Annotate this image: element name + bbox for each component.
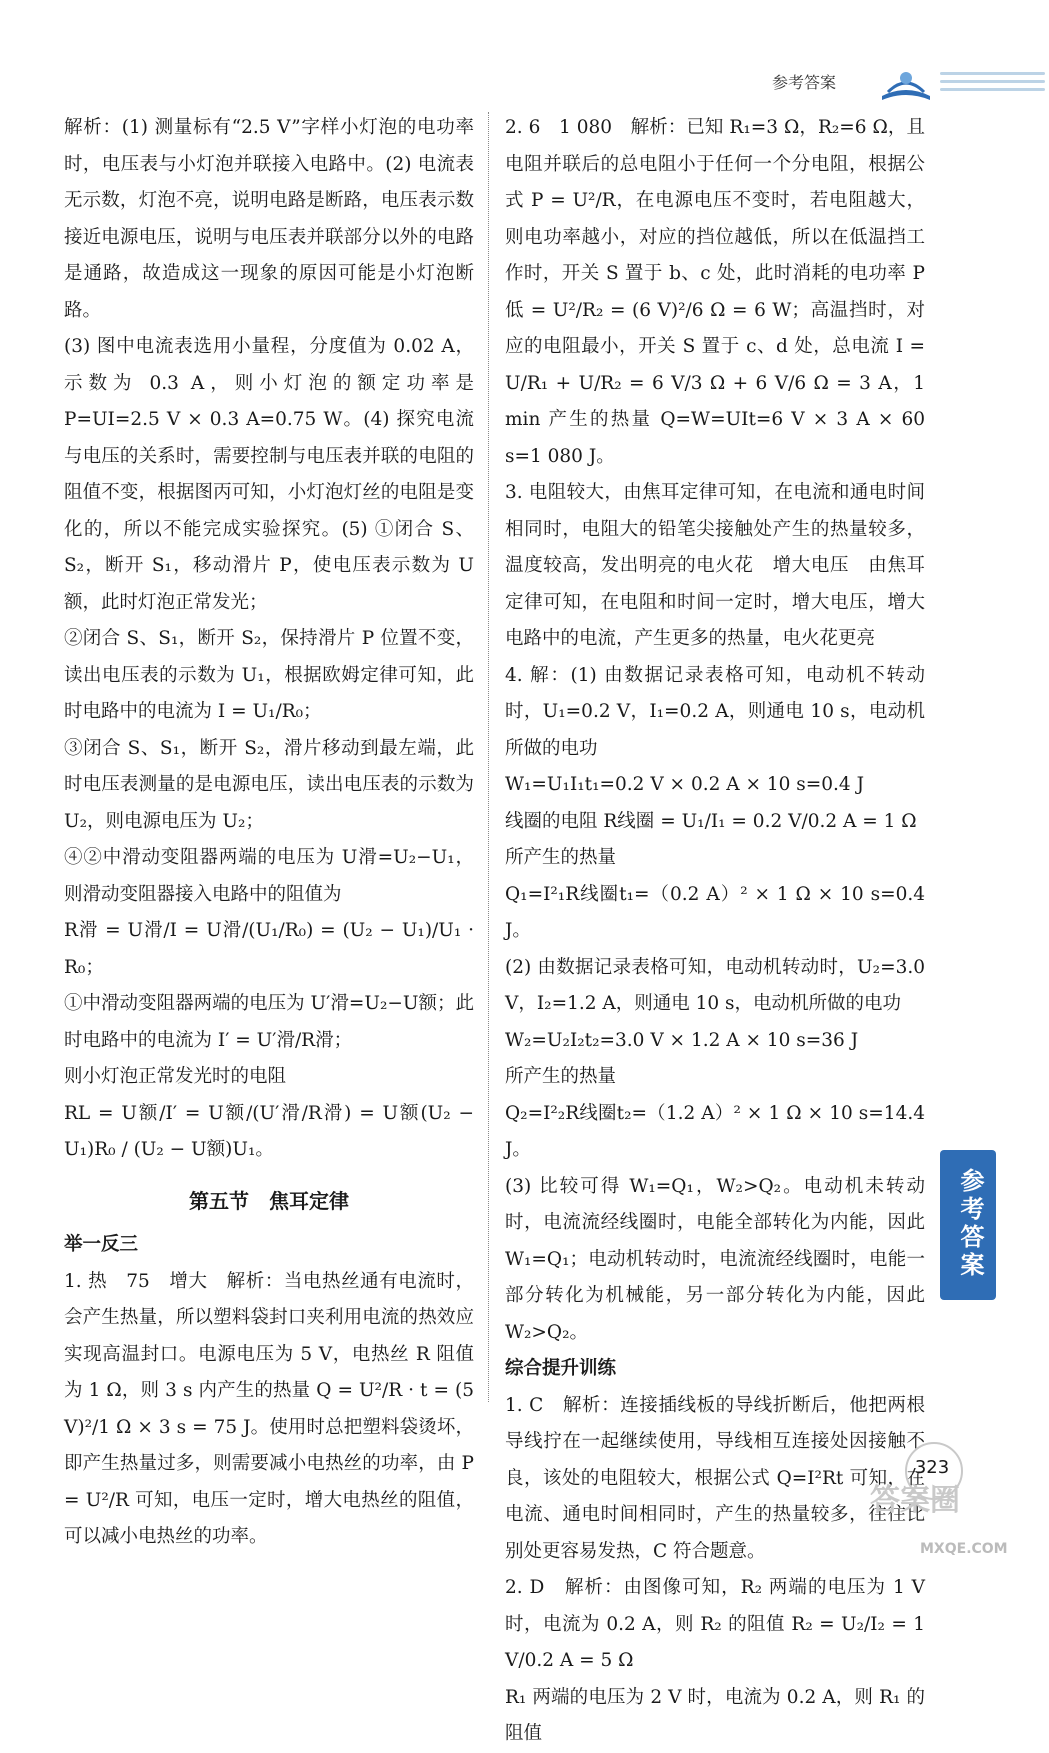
- answer-paragraph: 1. C 解析：连接插线板的导线折断后，他把两根导线拧在一起继续使用，导线相互连接处因接触不良，该处的电阻较大，根据公式 Q=I²Rt 可知，在电流、通电时间相同时，产生的热量较多，往往比别处更容易发热，C 符合题意。: [505, 1394, 925, 1562]
- answer-paragraph: ④②中滑动变阻器两端的电压为 U滑=U₂−U₁，则滑动变阻器接入电路中的阻值为: [64, 847, 474, 905]
- book-logo-icon: [878, 66, 934, 102]
- answer-paragraph: 4. 解：(1) 由数据记录表格可知，电动机不转动时，U₁=0.2 V，I₁=0.2 A，则通电 10 s，电动机所做的电功: [505, 664, 925, 759]
- watermark-text: 答案圈: [870, 1483, 960, 1518]
- right-column: [505, 110, 925, 1753]
- answer-paragraph: 2. 6 1 080 解析：已知 R₁=3 Ω，R₂=6 Ω，且电阻并联后的总电阻小于任何一个分电阻，根据公式 P = U²/R，在电源电压不变时，若电阻越大，则电功率越小，对应的挡位越低，所以在低温挡工作时，开关 S 置于 b、c 处，此时消耗的电功率 P低 = U²/R₂ = (6 V)²/6 Ω = 6 W；高温挡时，对应的电阻最小，开关 S 置于 c、d 处，总电流 I = U/R₁ + U/R₂ = 6 V/3 Ω + 6 V/6 Ω = 3 A，1 min 产生的热量 Q=W=UIt=6 V × 3 A × 60 s=1 080 J。: [505, 117, 925, 467]
- equation: W₂=U₂I₂t₂=3.0 V × 1.2 A × 10 s=36 J: [505, 1029, 859, 1051]
- answer-paragraph: (2) 由数据记录表格可知，电动机转动时，U₂=3.0 V，I₂=1.2 A，则通电 10 s，电动机所做的电功: [505, 956, 925, 1014]
- answer-paragraph: ③闭合 S、S₁，断开 S₂，滑片移动到最左端，此时电压表测量的是电源电压，读出电压表的示数为 U₂，则电源电压为 U₂；: [64, 737, 474, 832]
- subsection-title: 综合提升训练: [505, 1358, 617, 1379]
- answer-paragraph: 3. 电阻较大，由焦耳定律可知，在电流和通电时间相同时，电阻大的铅笔尖接触处产生的热量较多，温度较高，发出明亮的电火花 增大电压 由焦耳定律可知，在电阻和时间一定时，增大电压，增大电路中的电流，产生更多的热量，电火花更亮: [505, 482, 925, 649]
- left-column: [64, 110, 474, 1556]
- equation: R滑 = U滑/I = U滑/(U₁/R₀) = (U₂ − U₁)/U₁ · R₀；: [64, 920, 474, 978]
- watermark-url: MXQE.COM: [920, 1541, 1008, 1557]
- equation: W₁=U₁I₁t₁=0.2 V × 0.2 A × 10 s=0.4 J: [505, 774, 864, 795]
- answer-paragraph: 解析：(1) 测量标有“2.5 V”字样小灯泡的电功率时，电压表与小灯泡并联接入电路中。(2) 电流表无示数，灯泡不亮，说明电路是断路，电压表示数接近电源电压，说明与电压表并联部分以外的电路是通路，故造成这一现象的原因可能是小灯泡断路。: [64, 117, 474, 321]
- answer-paragraph: 则小灯泡正常发光时的电阻: [64, 1066, 287, 1087]
- answer-paragraph: 2. D 解析：由图像可知，R₂ 两端的电压为 1 V 时，电流为 0.2 A，则 R₂ 的阻值 R₂ = U₂/I₂ = 1 V/0.2 A = 5 Ω: [505, 1577, 925, 1671]
- column-divider: [488, 112, 489, 1402]
- section-title: 第五节 焦耳定律: [189, 1188, 349, 1213]
- side-tab-label: 参考答案: [956, 1168, 984, 1280]
- answer-paragraph: R₁ 两端的电压为 2 V 时，电流为 0.2 A，则 R₁ 的阻值: [505, 1686, 925, 1744]
- page-number: 323: [914, 1457, 950, 1478]
- header-title: 参考答案: [772, 73, 837, 92]
- subsection-title: 举一反三: [64, 1234, 139, 1255]
- equation: RL = U额/I′ = U额/(U′滑/R滑) = U额(U₂ − U₁)R₀ / (U₂ − U额)U₁。: [64, 1102, 474, 1160]
- equation: Q₁=I²₁R线圈t₁=（0.2 A）² × 1 Ω × 10 s=0.4 J。: [505, 883, 925, 941]
- answer-paragraph: (3) 图中电流表选用小量程，分度值为 0.02 A，示数为 0.3 A，则小灯泡的额定功率是 P=UI=2.5 V × 0.3 A=0.75 W。(4) 探究电流与电压的关系时，需要控制与电压表并联的电阻的阻值不变，根据图丙可知，小灯泡灯丝的电阻是变化的，所以不能完成实验探究。(5) ①闭合 S、S₂，断开 S₁，移动滑片 P，使电压表示数为 U额，此时灯泡正常发光；: [64, 336, 474, 613]
- watermark: [870, 1475, 1040, 1557]
- answer-paragraph: ①中滑动变阻器两端的电压为 U′滑=U₂−U额；此时电路中的电流为 I′ = U′滑/R滑；: [64, 993, 474, 1051]
- answer-paragraph: 所产生的热量: [505, 847, 617, 868]
- answer-paragraph: (3) 比较可得 W₁=Q₁，W₂>Q₂。电动机未转动时，电流流经线圈时，电能全部转化为内能，因此 W₁=Q₁；电动机转动时，电流流经线圈时，电能一部分转化为机械能，另一部分转化为内能，因此 W₂>Q₂。: [505, 1175, 925, 1343]
- equation: Q₂=I²₂R线圈t₂=（1.2 A）² × 1 Ω × 10 s=14.4 J。: [505, 1102, 925, 1160]
- answer-paragraph: 所产生的热量: [505, 1066, 617, 1087]
- page-header: [750, 62, 1049, 112]
- side-tab: [940, 1150, 996, 1300]
- answer-paragraph: ②闭合 S、S₁，断开 S₂，保持滑片 P 位置不变，读出电压表的示数为 U₁，根据欧姆定律可知，此时电路中的电流为 I = U₁/R₀；: [64, 628, 474, 722]
- header-decoration: [940, 72, 1045, 102]
- answer-paragraph: 1. 热 75 增大 解析：当电热丝通有电流时，会产生热量，所以塑料袋封口夹利用电流的热效应实现高温封口。电源电压为 5 V，电热丝 R 阻值为 1 Ω，则 3 s 内产生的热量 Q = U²/R · t = (5 V)²/1 Ω × 3 s = 75 J。使用时总把塑料袋烫坏，即产生热量过多，则需要减小电热丝的功率，由 P = U²/R 可知，电压一定时，增大电热丝的阻值，可以减小电热丝的功率。: [64, 1270, 474, 1547]
- equation: 线圈的电阻 R线圈 = U₁/I₁ = 0.2 V/0.2 A = 1 Ω: [505, 810, 917, 832]
